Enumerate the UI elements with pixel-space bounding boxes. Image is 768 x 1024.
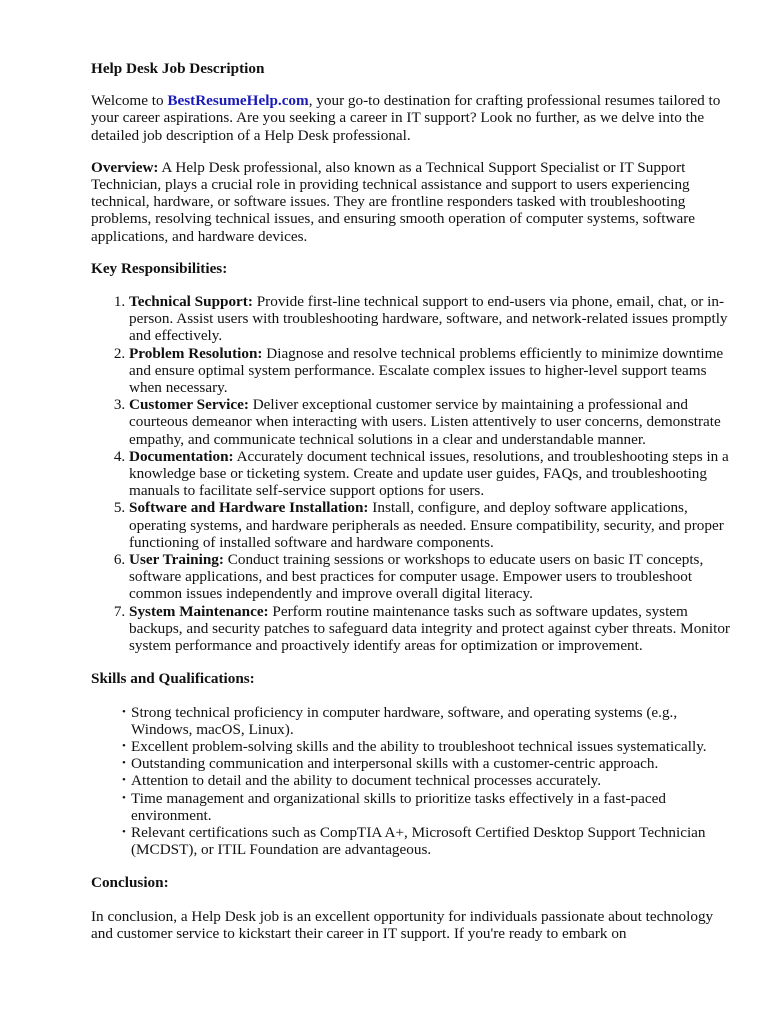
responsibility-label: Documentation:: [129, 447, 234, 465]
responsibility-item: [129, 345, 731, 397]
bullet-icon: •: [122, 791, 126, 804]
skill-text: Excellent problem-solving skills and the ability to troubleshoot technical issues systematically.: [131, 737, 707, 755]
conclusion-heading: Conclusion:: [91, 874, 169, 892]
conclusion-paragraph: In conclusion, a Help Desk job is an excellent opportunity for individuals passionate about technology and customer service to kickstart their career in IT support. If you're ready to embark on: [91, 907, 714, 942]
responsibility-label: Customer Service:: [129, 396, 249, 414]
responsibility-text: Accurately document technical issues, resolutions, and troubleshooting steps in a knowledge base or ticketing system. Create and update user guides, FAQs, and troubleshooting manuals to facilitate self-service support options for users.: [129, 447, 729, 500]
skill-text: Attention to detail and the ability to document technical processes accurately.: [131, 772, 602, 790]
bullet-icon: •: [122, 739, 126, 752]
responsibility-item: [129, 293, 731, 345]
document-title: Help Desk Job Description: [91, 60, 265, 77]
skill-item: [122, 789, 731, 824]
skills-heading: Skills and Qualifications:: [91, 670, 255, 688]
responsibility-text: Install, configure, and deploy software applications, operating systems, and hardware peripherals as needed. Ensure compatibility, security, and proper functioning of installed software and hardware components.: [129, 499, 724, 551]
responsibility-text: Conduct training sessions or workshops to educate users on basic IT concepts, software applications, and best practices for computer usage. Empower users to troubleshoot common issues independently and improve overall digital literacy.: [129, 551, 704, 603]
responsibility-text: Provide first-line technical support to end-users via phone, email, chat, or in-person. Assist users with troubleshooting hardware, software, and network-related issues promptly and effectively.: [129, 293, 728, 345]
overview-label: Overview:: [91, 158, 159, 176]
skill-text: Relevant certifications such as CompTIA A+, Microsoft Certified Desktop Support Technician (MCDST), or ITIL Foundation are advantageous.: [131, 823, 706, 859]
bullet-icon: •: [122, 774, 126, 787]
responsibility-item: [129, 448, 731, 500]
skill-text: Strong technical proficiency in computer hardware, software, and operating systems (e.g., Windows, macOS, Linux).: [131, 703, 678, 738]
responsibility-text: Deliver exceptional customer service by maintaining a professional and courteous demeanor when interacting with users. Listen attentively to user concerns, demonstrate empathy, and communicate technical solutions in a clear and understandable manner.: [129, 396, 721, 448]
skill-item: [122, 772, 731, 790]
skill-text: Outstanding communication and interpersonal skills with a customer-centric approach.: [131, 755, 659, 773]
intro-prefix: Welcome to: [91, 92, 168, 110]
responsibility-item: [129, 603, 731, 655]
responsibility-label: User Training:: [129, 551, 224, 569]
document-page: [91, 60, 731, 957]
overview-paragraph: [91, 159, 731, 245]
responsibility-text: Diagnose and resolve technical problems efficiently to minimize downtime and ensure optimal system performance. Escalate complex issues to higher-level support teams when necessary.: [129, 344, 724, 397]
responsibility-item: [129, 396, 731, 448]
responsibility-label: System Maintenance:: [129, 602, 269, 620]
intro-suffix: , your go-to destination for crafting professional resumes tailored to your career aspirations. Are you seeking a career in IT support? Look no further, as we delve into the detailed job description of a Help Desk professional.: [91, 92, 721, 144]
responsibility-text: Perform routine maintenance tasks such as software updates, system backups, and security patches to safeguard data integrity and protect against cyber threats. Monitor system performance and proactively identify areas for optimization or improvement.: [129, 602, 730, 655]
intro-paragraph: [91, 92, 731, 144]
bullet-icon: •: [122, 825, 126, 838]
responsibility-label: Technical Support:: [129, 293, 253, 311]
skill-item: [122, 823, 731, 859]
skill-item: [122, 755, 731, 773]
bullet-icon: •: [122, 757, 126, 770]
key-responsibilities-heading: Key Responsibilities:: [91, 259, 228, 277]
responsibilities-list: [91, 293, 731, 654]
skill-item: [122, 737, 731, 755]
responsibility-label: Problem Resolution:: [129, 344, 263, 362]
skills-list: [91, 704, 731, 859]
bestresumehelp-link[interactable]: BestResumeHelp.com: [167, 92, 309, 110]
bullet-icon: •: [122, 705, 126, 718]
responsibility-label: Software and Hardware Installation:: [129, 499, 369, 517]
responsibility-item: [129, 551, 731, 603]
skill-text: Time management and organizational skills to prioritize tasks effectively in a fast-paced environment.: [131, 789, 666, 824]
overview-text: A Help Desk professional, also known as a Technical Support Specialist or IT Support Technician, plays a crucial role in providing technical assistance and support to users experiencing technical, hardware, or software issues. They are frontline responders tasked with troubleshooting problems, resolving technical issues, and ensuring smooth operation of computer systems, software applications, and hardware devices.: [91, 158, 695, 245]
responsibility-item: [129, 499, 731, 551]
skill-item: [122, 703, 731, 738]
